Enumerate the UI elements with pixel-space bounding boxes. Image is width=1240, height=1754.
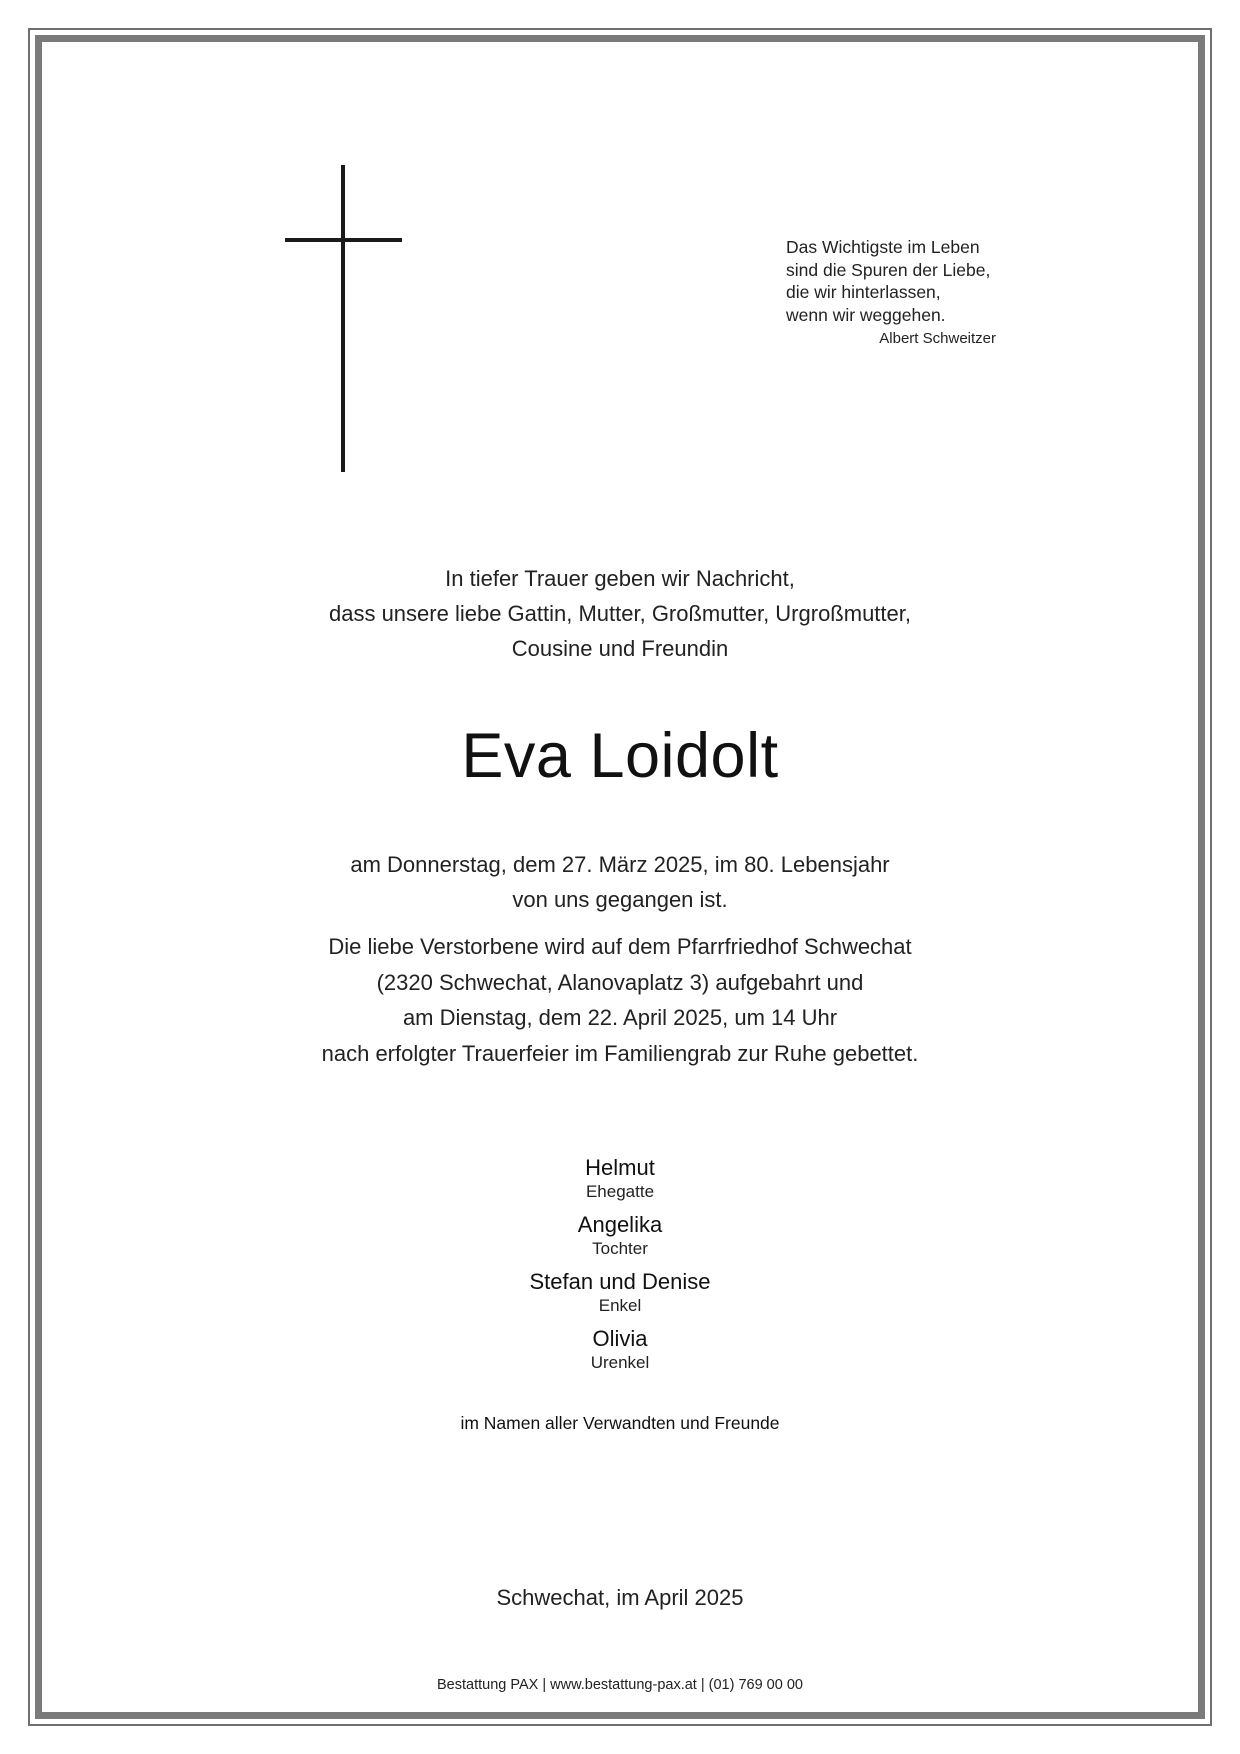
mourner-name: Stefan und Denise [529, 1269, 711, 1294]
cross-horizontal-bar [285, 238, 402, 242]
mourner-item [0, 1269, 1240, 1317]
quote-line: die wir hinterlassen, [786, 282, 941, 302]
burial-line: (2320 Schwechat, Alanovaplatz 3) aufgebahrt und [376, 969, 864, 995]
deceased-name: Eva Loidolt [461, 721, 779, 791]
death-notice-line: von uns gegangen ist. [512, 887, 728, 912]
mourner-relation: Enkel [598, 1296, 642, 1315]
mourner-relation: Tochter [592, 1239, 648, 1258]
death-notice-line: am Donnerstag, dem 27. März 2025, im 80. Lebensjahr [350, 852, 890, 877]
mourner-item [0, 1155, 1240, 1203]
quote-author: Albert Schweitzer [879, 330, 996, 347]
burial-line: nach erfolgter Trauerfeier im Familiengrab zur Ruhe gebettet. [321, 1040, 919, 1066]
burial-line: am Dienstag, dem 22. April 2025, um 14 Uhr [402, 1005, 838, 1030]
footer-contact: Bestattung PAX | www.bestattung-pax.at | (01) 769 00 00 [437, 1677, 803, 1693]
quote-line: wenn wir weggehen. [786, 304, 946, 325]
burial-info [0, 929, 1240, 1071]
mourner-name: Angelika [577, 1212, 663, 1237]
burial-line: Die liebe Verstorbene wird auf dem Pfarrfriedhof Schwechat [328, 934, 912, 959]
mourner-name: Olivia [592, 1326, 648, 1351]
place-date: Schwechat, im April 2025 [496, 1585, 744, 1610]
intro-text [0, 561, 1240, 666]
mourners-list [0, 1155, 1240, 1383]
cross-vertical-bar [341, 165, 345, 472]
quote-line: Das Wichtigste im Leben [786, 237, 980, 257]
mourner-item [0, 1326, 1240, 1374]
death-notice [0, 847, 1240, 917]
mourner-relation: Ehegatte [585, 1182, 655, 1201]
on-behalf-text: im Namen aller Verwandten und Freunde [460, 1413, 780, 1433]
quote-block [786, 236, 996, 351]
intro-line: dass unsere liebe Gattin, Mutter, Großmutter, Urgroßmutter, [328, 601, 911, 626]
mourner-relation: Urenkel [590, 1353, 650, 1372]
mourner-item [0, 1212, 1240, 1260]
intro-line: Cousine und Freundin [511, 636, 729, 661]
intro-line: In tiefer Trauer geben wir Nachricht, [445, 566, 795, 591]
quote-line: sind die Spuren der Liebe, [786, 259, 991, 280]
mourner-name: Helmut [585, 1155, 655, 1180]
